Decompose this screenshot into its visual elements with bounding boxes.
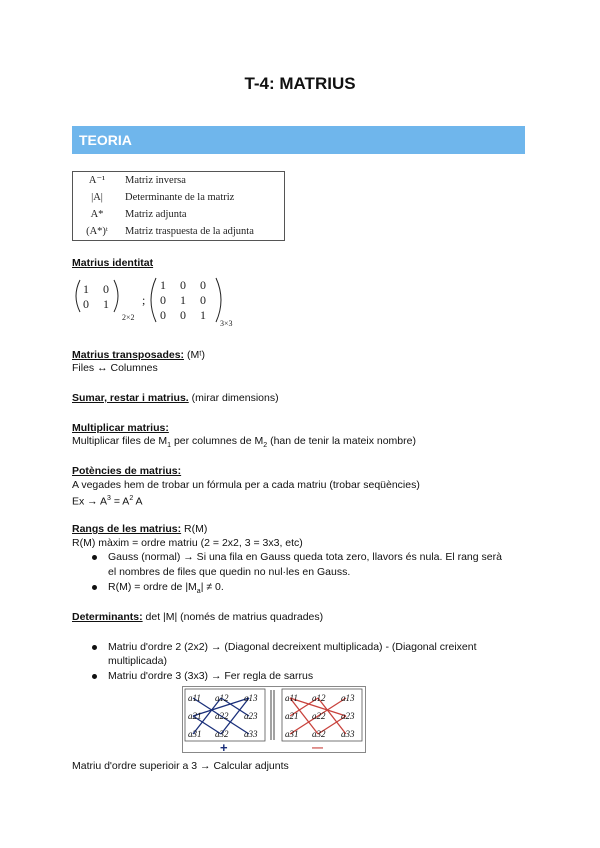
sarrus-right-cell: a32 bbox=[312, 729, 326, 739]
m2-cell: 1 bbox=[83, 282, 89, 296]
bracket-left-3 bbox=[151, 278, 156, 322]
multiply-text: per columnes de M bbox=[171, 435, 264, 447]
sum-block bbox=[72, 391, 279, 405]
m3-cell: 0 bbox=[200, 278, 206, 292]
ranks-heading: Rangs de les matrius: bbox=[72, 523, 182, 535]
m2-cell: 1 bbox=[103, 297, 109, 311]
notation-table bbox=[72, 171, 285, 241]
notation-meaning: Matriz adjunta bbox=[125, 209, 187, 220]
bullet-dot bbox=[92, 585, 97, 590]
sarrus-right-cell: a31 bbox=[285, 729, 299, 739]
sarrus-left-cell: a12 bbox=[215, 693, 229, 703]
powers-line1: A vegades hem de trobar un fórmula per a cada matriu (trobar seqüències) bbox=[72, 479, 420, 491]
powers-sup: 3 bbox=[107, 495, 111, 502]
notation-meaning: Matriz inversa bbox=[125, 175, 186, 186]
multiply-text: Multiplicar files de M bbox=[72, 435, 168, 447]
table-row bbox=[73, 172, 285, 190]
multiply-line bbox=[72, 434, 416, 453]
bracket-right-2 bbox=[114, 280, 118, 312]
multiply-sub: 1 bbox=[167, 442, 172, 450]
sarrus-left-cell: a23 bbox=[244, 711, 258, 721]
bullet-dot bbox=[92, 674, 97, 679]
determinants-suffix: det |M| (només de matrius quadrades) bbox=[142, 611, 324, 623]
ranks-suffix: R(M) bbox=[181, 523, 208, 535]
transposed-suffix: (Mᵗ) bbox=[184, 349, 205, 361]
sarrus-right-cell: a33 bbox=[341, 729, 355, 739]
sum-suffix: (mirar dimensions) bbox=[188, 392, 279, 404]
ranks-text: | ≠ 0. bbox=[200, 581, 224, 593]
multiply-text: (han de tenir la mateix nombre) bbox=[267, 435, 416, 447]
m3-dim: 3×3 bbox=[220, 319, 233, 328]
identity-heading: Matrius identitat bbox=[72, 257, 154, 269]
m3-cell: 1 bbox=[160, 278, 166, 292]
sarrus-right-cell: a22 bbox=[312, 711, 326, 721]
m2-cell: 0 bbox=[83, 297, 89, 311]
sarrus-left-cell: a21 bbox=[188, 711, 202, 721]
sarrus-diagram bbox=[182, 686, 366, 754]
sarrus-left-cell: a11 bbox=[188, 693, 201, 703]
ranks-line1: R(M) màxim = ordre matriu (2 = 2x2, 3 = 3x3, etc) bbox=[72, 537, 303, 549]
sarrus-right-cell: a21 bbox=[285, 711, 299, 721]
sarrus-left-cell: a22 bbox=[215, 711, 229, 721]
m3-cell: 0 bbox=[180, 308, 186, 322]
m3-cell: 0 bbox=[200, 293, 206, 307]
det-final-line: Matriu d'ordre superioir a 3 → Calcular adjunts bbox=[72, 760, 289, 772]
ranks-bullet2 bbox=[108, 580, 224, 599]
transposed-block bbox=[72, 348, 205, 362]
det-bullet2: Matriu d'ordre 3 (3x3) → Fer regla de sarrus bbox=[108, 670, 314, 682]
sarrus-right-cell: a13 bbox=[341, 693, 355, 703]
powers-sup: 2 bbox=[129, 495, 134, 502]
sarrus-right-cell: a23 bbox=[341, 711, 355, 721]
ranks-block bbox=[72, 522, 207, 536]
notation-symbol: A* bbox=[90, 209, 104, 220]
ranks-bullet1-l1: Gauss (normal) → Si una fila en Gauss queda tota zero, llavors és nula. El rang serà bbox=[108, 551, 502, 563]
bullet-dot bbox=[92, 645, 97, 650]
sarrus-right-cell: a11 bbox=[285, 693, 298, 703]
notation-symbol: (A*)ᵗ bbox=[86, 226, 108, 237]
sarrus-left-cell: a32 bbox=[215, 729, 229, 739]
ranks-text: R(M) = ordre de |M bbox=[108, 581, 197, 593]
ranks-sub: a bbox=[196, 588, 201, 596]
det-bullet1-l1: Matriu d'ordre 2 (2x2) → (Diagonal decreixent multiplicada) - (Diagonal creixent bbox=[108, 641, 477, 653]
notation-meaning: Determinante de la matriz bbox=[125, 192, 235, 203]
section-band bbox=[72, 126, 525, 154]
powers-line2 bbox=[72, 492, 143, 509]
m3-cell: 1 bbox=[200, 308, 206, 322]
multiply-heading: Multiplicar matrius: bbox=[72, 422, 169, 434]
determinants-heading: Determinants: bbox=[72, 611, 143, 623]
sarrus-right-cell: a12 bbox=[312, 693, 326, 703]
multiply-sub: 2 bbox=[263, 442, 268, 450]
table-row bbox=[73, 206, 285, 223]
m3-cell: 1 bbox=[180, 293, 186, 307]
notation-symbol: |A| bbox=[91, 192, 103, 203]
table-row bbox=[73, 189, 285, 206]
notation-symbol: A⁻¹ bbox=[88, 175, 106, 186]
m2-dim: 2×2 bbox=[122, 313, 135, 322]
notation-meaning: Matriz traspuesta de la adjunta bbox=[125, 226, 254, 237]
sarrus-left-cell: a31 bbox=[188, 729, 202, 739]
sum-heading: Sumar, restar i matrius. bbox=[72, 392, 189, 404]
plus-sign: + bbox=[220, 740, 228, 754]
det-bullet1-l2: multiplicada) bbox=[108, 655, 167, 667]
bracket-right-3 bbox=[216, 278, 221, 322]
table-row bbox=[73, 223, 285, 241]
section-band-label: TEORIA bbox=[79, 132, 132, 148]
powers-heading: Potències de matrius: bbox=[72, 465, 182, 477]
determinants-block bbox=[72, 610, 323, 624]
minus-sign: — bbox=[312, 742, 323, 754]
m3-cell: 0 bbox=[160, 308, 166, 322]
matrix-separator: ; bbox=[142, 293, 146, 307]
powers-text: A bbox=[133, 495, 143, 508]
page-title: T-4: MATRIUS bbox=[244, 74, 356, 93]
m2-cell: 0 bbox=[103, 282, 109, 296]
m3-cell: 0 bbox=[180, 278, 186, 292]
powers-text: Ex → A bbox=[72, 495, 108, 508]
bullet-dot bbox=[92, 555, 97, 560]
identity-matrices bbox=[70, 274, 250, 330]
sarrus-left-cell: a33 bbox=[244, 729, 258, 739]
powers-text: = A bbox=[110, 495, 130, 508]
bracket-left-2 bbox=[76, 280, 80, 312]
sarrus-left-cell: a13 bbox=[244, 693, 258, 703]
transposed-heading: Matrius transposades: bbox=[72, 349, 185, 361]
ranks-bullet1-l2: el nombres de files que quedin no nul·les en Gauss. bbox=[108, 566, 351, 578]
transposed-line: Files ↔ Columnes bbox=[72, 362, 158, 374]
m3-cell: 0 bbox=[160, 293, 166, 307]
